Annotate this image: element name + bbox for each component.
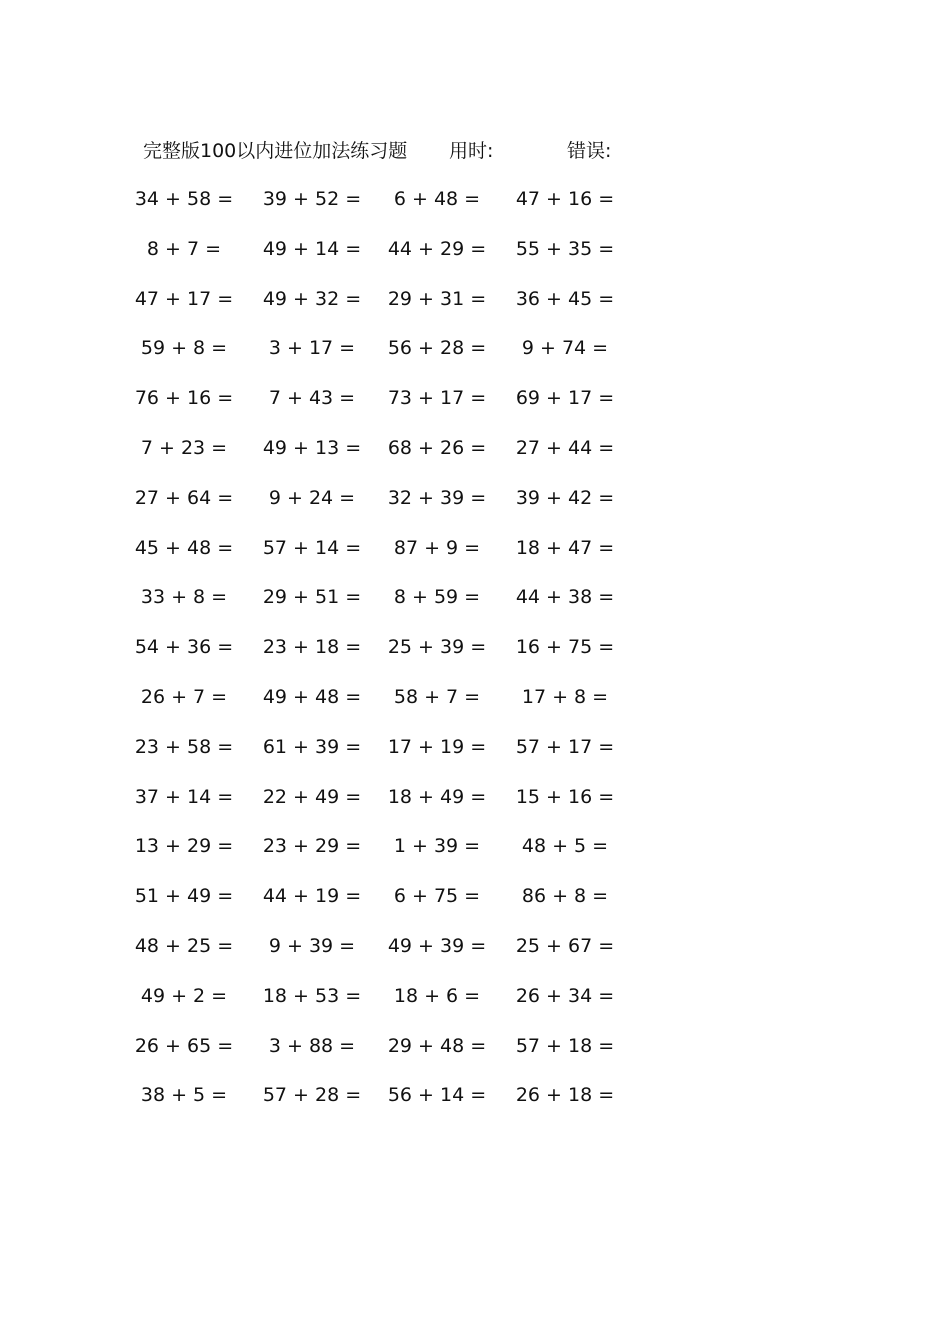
addition-problem: 17 + 8 = bbox=[521, 685, 609, 708]
addition-problem: 3 + 17 = bbox=[268, 337, 356, 360]
addition-problem: 6 + 75 = bbox=[393, 885, 481, 908]
addition-problem: 17 + 19 = bbox=[387, 735, 487, 758]
addition-problem: 49 + 32 = bbox=[262, 287, 362, 310]
addition-problem: 44 + 29 = bbox=[387, 237, 487, 260]
addition-problem: 3 + 88 = bbox=[268, 1034, 356, 1057]
addition-problem: 57 + 28 = bbox=[262, 1084, 362, 1107]
problem-row bbox=[0, 980, 950, 1030]
addition-problem: 32 + 39 = bbox=[387, 486, 487, 509]
addition-problem: 54 + 36 = bbox=[134, 636, 234, 659]
addition-problem: 1 + 39 = bbox=[393, 835, 481, 858]
addition-problem: 18 + 6 = bbox=[393, 984, 481, 1007]
errors-label: 错误: bbox=[567, 140, 612, 162]
addition-problem: 27 + 64 = bbox=[134, 486, 234, 509]
problem-row bbox=[0, 781, 950, 831]
addition-problem: 61 + 39 = bbox=[262, 735, 362, 758]
addition-problem: 57 + 17 = bbox=[515, 735, 615, 758]
problem-row bbox=[0, 332, 950, 382]
addition-problem: 25 + 39 = bbox=[387, 636, 487, 659]
addition-problem: 49 + 39 = bbox=[387, 934, 487, 957]
problem-row bbox=[0, 681, 950, 731]
addition-problem: 56 + 28 = bbox=[387, 337, 487, 360]
addition-problem: 49 + 13 = bbox=[262, 436, 362, 459]
time-used-label: 用时: bbox=[449, 140, 494, 162]
addition-problem: 49 + 48 = bbox=[262, 685, 362, 708]
addition-problem: 13 + 29 = bbox=[134, 835, 234, 858]
problem-grid bbox=[0, 183, 950, 1129]
addition-problem: 47 + 17 = bbox=[134, 287, 234, 310]
addition-problem: 34 + 58 = bbox=[134, 188, 234, 210]
problem-row bbox=[0, 532, 950, 582]
addition-problem: 49 + 2 = bbox=[140, 984, 228, 1007]
addition-problem: 7 + 43 = bbox=[268, 387, 356, 410]
addition-problem: 26 + 34 = bbox=[515, 984, 615, 1007]
addition-problem: 38 + 5 = bbox=[140, 1084, 228, 1107]
addition-problem: 22 + 49 = bbox=[262, 785, 362, 808]
addition-problem: 76 + 16 = bbox=[134, 387, 234, 410]
addition-problem: 7 + 23 = bbox=[140, 436, 228, 459]
problem-row bbox=[0, 830, 950, 880]
addition-problem: 57 + 18 = bbox=[515, 1034, 615, 1057]
addition-problem: 29 + 48 = bbox=[387, 1034, 487, 1057]
addition-problem: 73 + 17 = bbox=[387, 387, 487, 410]
addition-problem: 23 + 18 = bbox=[262, 636, 362, 659]
addition-problem: 44 + 19 = bbox=[262, 885, 362, 908]
addition-problem: 56 + 14 = bbox=[387, 1084, 487, 1107]
addition-problem: 9 + 24 = bbox=[268, 486, 356, 509]
addition-problem: 18 + 49 = bbox=[387, 785, 487, 808]
addition-problem: 23 + 58 = bbox=[134, 735, 234, 758]
addition-problem: 57 + 14 = bbox=[262, 536, 362, 559]
addition-problem: 59 + 8 = bbox=[140, 337, 228, 360]
addition-problem: 8 + 59 = bbox=[393, 586, 481, 609]
addition-problem: 44 + 38 = bbox=[515, 586, 615, 609]
problem-row bbox=[0, 432, 950, 482]
problem-row bbox=[0, 283, 950, 333]
addition-problem: 25 + 67 = bbox=[515, 934, 615, 957]
addition-problem: 29 + 31 = bbox=[387, 287, 487, 310]
addition-problem: 15 + 16 = bbox=[515, 785, 615, 808]
addition-problem: 8 + 7 = bbox=[146, 237, 222, 260]
addition-problem: 27 + 44 = bbox=[515, 436, 615, 459]
addition-problem: 9 + 39 = bbox=[268, 934, 356, 957]
worksheet-title: 完整版100以内进位加法练习题 bbox=[143, 140, 408, 162]
addition-problem: 58 + 7 = bbox=[393, 685, 481, 708]
addition-problem: 49 + 14 = bbox=[262, 237, 362, 260]
problem-row bbox=[0, 880, 950, 930]
problem-row bbox=[0, 581, 950, 631]
addition-problem: 26 + 7 = bbox=[140, 685, 228, 708]
problem-row bbox=[0, 233, 950, 283]
problem-row bbox=[0, 183, 950, 233]
addition-problem: 86 + 8 = bbox=[521, 885, 609, 908]
problem-row bbox=[0, 930, 950, 980]
addition-problem: 16 + 75 = bbox=[515, 636, 615, 659]
addition-problem: 26 + 65 = bbox=[134, 1034, 234, 1057]
addition-problem: 48 + 5 = bbox=[521, 835, 609, 858]
addition-problem: 45 + 48 = bbox=[134, 536, 234, 559]
addition-problem: 47 + 16 = bbox=[515, 188, 615, 210]
addition-problem: 69 + 17 = bbox=[515, 387, 615, 410]
addition-problem: 39 + 52 = bbox=[262, 188, 362, 210]
addition-problem: 51 + 49 = bbox=[134, 885, 234, 908]
problem-row bbox=[0, 1079, 950, 1129]
addition-problem: 26 + 18 = bbox=[515, 1084, 615, 1107]
problem-row bbox=[0, 731, 950, 781]
addition-problem: 9 + 74 = bbox=[521, 337, 609, 360]
worksheet-header bbox=[143, 136, 663, 166]
addition-problem: 29 + 51 = bbox=[262, 586, 362, 609]
addition-problem: 23 + 29 = bbox=[262, 835, 362, 858]
problem-row bbox=[0, 482, 950, 532]
addition-problem: 18 + 47 = bbox=[515, 536, 615, 559]
addition-problem: 33 + 8 = bbox=[140, 586, 228, 609]
addition-problem: 87 + 9 = bbox=[393, 536, 481, 559]
addition-problem: 39 + 42 = bbox=[515, 486, 615, 509]
addition-problem: 48 + 25 = bbox=[134, 934, 234, 957]
addition-problem: 36 + 45 = bbox=[515, 287, 615, 310]
addition-problem: 55 + 35 = bbox=[515, 237, 615, 260]
addition-problem: 6 + 48 = bbox=[393, 188, 481, 210]
addition-problem: 68 + 26 = bbox=[387, 436, 487, 459]
addition-problem: 37 + 14 = bbox=[134, 785, 234, 808]
problem-row bbox=[0, 631, 950, 681]
addition-problem: 18 + 53 = bbox=[262, 984, 362, 1007]
problem-row bbox=[0, 382, 950, 432]
problem-row bbox=[0, 1030, 950, 1080]
